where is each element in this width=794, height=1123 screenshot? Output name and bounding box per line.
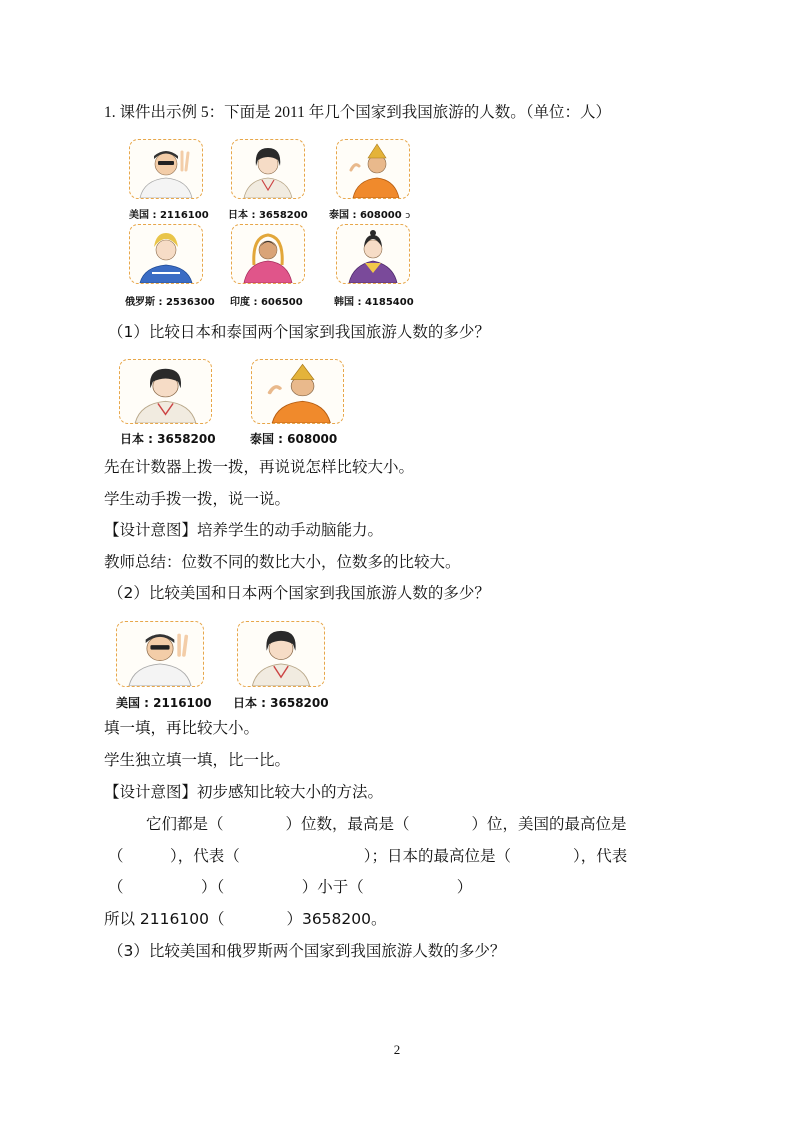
india-caption: 印度 : 606500 xyxy=(230,297,303,308)
q2-usa-illustration xyxy=(116,621,204,687)
q1-teacher-summary: 教师总结：位数不同的数比大小，位数多的比较大。 xyxy=(104,553,461,571)
india-illustration xyxy=(231,224,305,284)
q2-fill-line1: 它们都是（ ）位数，最高是（ ）位，美国的最高位是 xyxy=(146,815,627,833)
usa-person-icon xyxy=(117,622,203,686)
q1-thailand-illustration xyxy=(251,359,344,424)
japan-illustration xyxy=(231,139,305,199)
thailand-person-icon xyxy=(337,140,409,198)
korea-illustration xyxy=(336,224,410,284)
thailand-illustration xyxy=(336,139,410,199)
q2-usa-caption: 美国 : 2116100 xyxy=(116,696,212,710)
q2-japan-illustration xyxy=(237,621,325,687)
usa-person-icon xyxy=(130,140,202,198)
q2-line1: 填一填，再比较大小。 xyxy=(104,719,260,737)
korea-person-icon xyxy=(337,225,409,283)
q1-japan-illustration xyxy=(119,359,212,424)
russia-caption: 俄罗斯 : 2536300 xyxy=(125,297,215,308)
q1-design-intent: 【设计意图】培养学生的动手动脑能力。 xyxy=(104,521,384,539)
japan-person-icon xyxy=(232,140,304,198)
usa-illustration xyxy=(129,139,203,199)
japan-person-icon xyxy=(120,360,211,423)
q1-title: （1）比较日本和泰国两个国家到我国旅游人数的多少？ xyxy=(108,323,490,341)
korea-caption: 韩国 : 4185400 xyxy=(334,297,414,308)
q2-line2: 学生独立填一填，比一比。 xyxy=(104,751,291,769)
usa-caption: 美国 : 2116100 xyxy=(129,210,209,221)
q1-line1: 先在计数器上拨一拨，再说说怎样比较大小。 xyxy=(104,458,415,476)
russia-illustration xyxy=(129,224,203,284)
russia-person-icon xyxy=(130,225,202,283)
example-heading: 1. 课件出示例 5：下面是 2011 年几个国家到我国旅游的人数。（单位：人） xyxy=(104,104,612,121)
q1-line2: 学生动手拨一拨，说一说。 xyxy=(104,490,291,508)
japan-caption: 日本 : 3658200 xyxy=(228,210,308,221)
q3-title: （3）比较美国和俄罗斯两个国家到我国旅游人数的多少？ xyxy=(108,942,506,960)
q2-design-intent: 【设计意图】初步感知比较大小的方法。 xyxy=(104,783,384,801)
q1-thailand-caption: 泰国 : 608000 xyxy=(250,432,338,446)
thailand-person-icon xyxy=(252,360,343,423)
q2-title: （2）比较美国和日本两个国家到我国旅游人数的多少？ xyxy=(108,584,490,602)
q2-fill-line3: （ ）（ ）小于（ ） xyxy=(108,878,473,896)
q2-fill-line4: 所以 2116100（ ）3658200。 xyxy=(104,910,387,928)
q1-japan-caption: 日本 : 3658200 xyxy=(120,432,216,446)
japan-person-icon xyxy=(238,622,324,686)
q2-japan-caption: 日本 : 3658200 xyxy=(233,696,329,710)
india-person-icon xyxy=(232,225,304,283)
thailand-caption: 泰国 : 608000 ↄ xyxy=(329,210,411,221)
page-number: 2 xyxy=(393,1042,401,1057)
q2-fill-line2: （ ），代表（ ）；日本的最高位是（ ），代表 xyxy=(108,847,628,865)
